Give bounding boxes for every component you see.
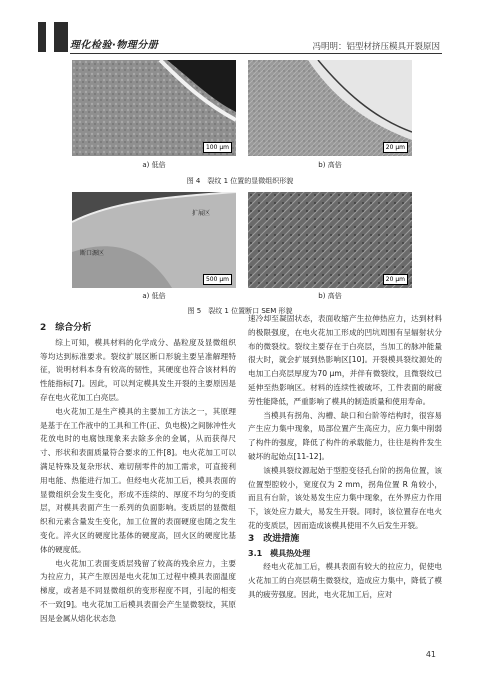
right-column <box>248 312 442 602</box>
running-title: 冯明明：铝型材挤压模具开裂原因 <box>312 42 440 52</box>
fracture-origin-label: 断口源区 <box>80 250 105 257</box>
figure4-label-a: a) 低倍 <box>142 161 166 169</box>
journal-logo <box>38 22 68 52</box>
figure5-label-a: a) 低倍 <box>142 292 166 300</box>
figure5-caption: 图 5 裂纹 1 位置断口 SEM 形貌 <box>187 307 293 315</box>
propagation-zone-label: 扩展区 <box>192 210 211 217</box>
scale-bar: 500 μm <box>203 274 232 285</box>
figure4-label-b: b) 高倍 <box>318 161 342 169</box>
scale-bar: 100 μm <box>203 142 232 153</box>
journal-name: 理化检验·物理分册 <box>70 40 159 51</box>
paragraph: 电火花加工表面变质层残留了较高的残余应力，主要为拉应力，其产生原因是电火花加工过程中模具表面温度梯度，或者是不同显微组织的变形程度不同，引起的相变不一致[9]。电火花加工后模具表面会产生显微裂纹，其原因是金属从熔化状态急 <box>40 558 236 623</box>
figure4-caption: 图 4 裂纹 1 位置的显微组织形貌 <box>186 177 294 185</box>
scale-bar: 20 μm <box>383 274 408 285</box>
paragraph: 经电火花加工后，模具表面有较大的拉应力，促使电火花加工的白亮层萌生微裂纹，造成应力集中，降低了模具的疲劳强度。因此，电火花加工后，应对 <box>248 562 442 599</box>
figure4-panel-b-image <box>248 60 412 156</box>
left-column <box>40 322 236 626</box>
paragraph: 速冷却至凝固状态，表面收缩产生拉伸热应力，达到材料的极限强度，在电火花加工形成的凹坑周围有呈辐射状分布的微裂纹。裂纹主要存在于白亮层，当加工的脉冲能量很大时，就会扩展到热影响区[10]。开裂模具裂纹源处的电加工白亮层厚度为70 μm，并伴有微裂纹，且微裂纹已延伸至热影响区。材料的连续性被破坏，工件表面的耐疲劳性能降低，严重影响了模具的制造质量和使用寿命。 <box>248 314 442 406</box>
header-divider <box>70 53 442 54</box>
figure4-panel-a-image <box>72 60 236 156</box>
scale-bar: 20 μm <box>383 142 408 153</box>
paragraph: 该模具裂纹源起始于型腔变径孔台阶的拐角位置，该位置型腔较小，宽度仅为 2 mm，拐角位置 R 角较小，而且有台阶，该处易发生应力集中现象，在外界应力作用下，该处应力最大，易发生开裂。同时，该位置存在电火花的变质层，因而造成该模具使用不久后发生开裂。 <box>248 465 442 530</box>
section-2-heading: 2 综合分析 <box>40 323 92 333</box>
section-3-1-heading: 3.1 模具热处理 <box>248 548 311 558</box>
paragraph: 当模具有拐角、沟槽、缺口和台阶等结构时，很容易产生应力集中现象，局部位置产生高应力，应力集中削弱了构件的强度，降低了构件的承载能力，往往是构件发生破坏的起始点[11-12]。 <box>248 410 442 461</box>
page-header <box>0 0 480 58</box>
figure5-panel-b-image <box>248 192 412 288</box>
page-number: 41 <box>425 650 436 659</box>
paragraph: 电火花加工是生产模具的主要加工方法之一，其原理是基于在工作液中的工具和工件(正、负电极)之间脉冲性火花放电时的电腐蚀现象来去除多余的金属，从而获得尺寸、形状和表面质量符合要求的工件[8]。电火花加工可以满足特殊及复杂形状、难切削零件的加工需求，可直接利用电能、热能进行加工。但经电火花加工后，模具表面的显微组织会发生变化，形成不连续的、厚度不均匀的变质层，对模具表面产生一系列的负面影响。变质层的显微组织和元素含量发生变化，加工位置的表面硬度也随之发生变化。淬火区的硬度比基体的硬度高，回火区的硬度比基体的硬度低。 <box>40 406 236 554</box>
paragraph: 综上可知，模具材料的化学成分、晶粒度及显微组织等均达到标准要求。裂纹扩展区断口形貌主要呈准解理特征，说明材料本身有较高的韧性，其硬度也符合该材料的性能指标[7]。因此，可以判定模具发生开裂的主要原因是存在电火花加工白亮层。 <box>40 337 236 402</box>
section-3-heading: 3 改进措施 <box>248 533 300 544</box>
figure5-panel-a-image <box>72 192 236 288</box>
figure5-label-b: b) 高倍 <box>318 292 342 300</box>
